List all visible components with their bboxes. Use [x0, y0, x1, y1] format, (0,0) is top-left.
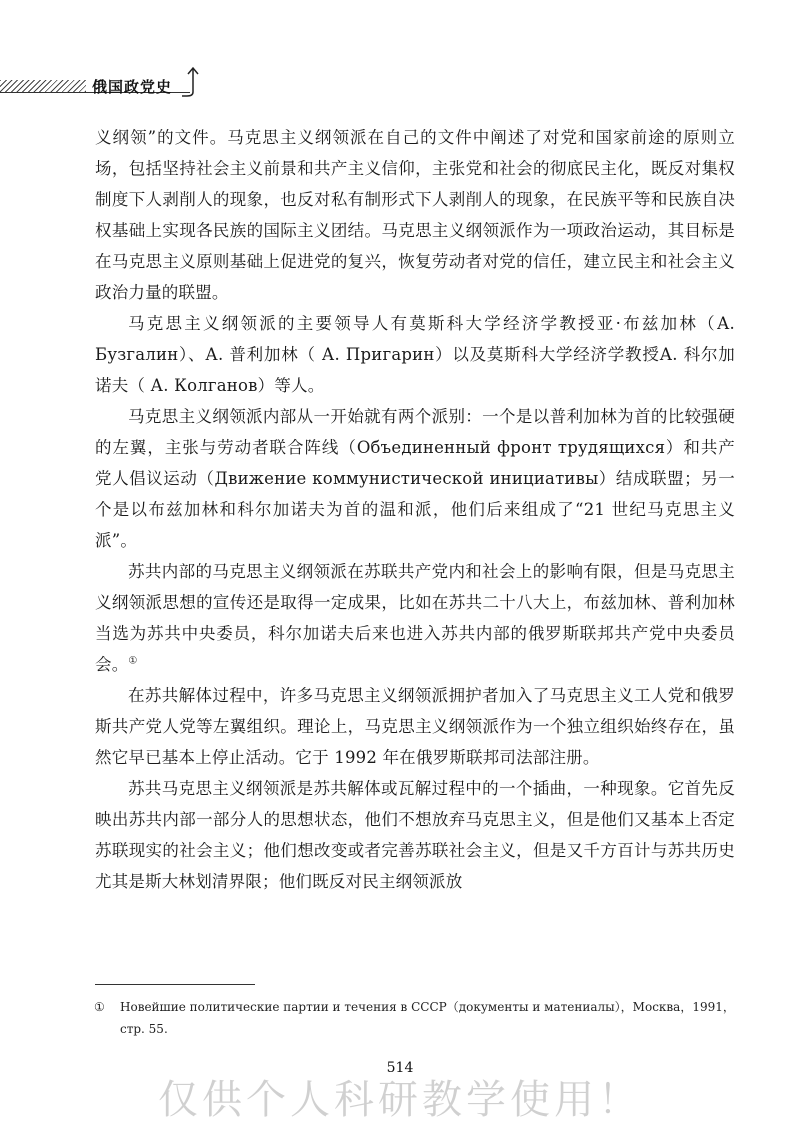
- up-arrow-icon: [182, 66, 204, 98]
- paragraph-1: 义纲领”的文件。马克思主义纲领派在自己的文件中阐述了对党和国家前途的原则立场，包括坚持社会主义前景和共产主义信仰，主张党和社会的彻底民主化，既反对集权制度下人剥削人的现象，也反对私有制形式下人剥削人的现象，在民族平等和民族自决权基础上实现各民族的国际主义团结。马克思主义纲领派作为一项政治运动，其目标是在马克思主义原则基础上促进党的复兴，恢复劳动者对党的信任，建立民主和社会主义政治力量的联盟。: [95, 128, 735, 302]
- book-title: 俄国政党史: [92, 78, 173, 96]
- paragraph-3: 马克思主义纲领派内部从一开始就有两个派别：一个是以普利加林为首的比较强硬的左翼，主张与劳动者联合阵线（Объединенный фронт трудящихся）和共产党人倡议运动（Движение коммунистической инициативы）结成联盟；另一个是以布兹加林和科尔加诺夫为首的温和派，他们后来组成了“21 世纪马克思主义派”。: [95, 407, 735, 550]
- watermark: 仅供个人科研教学使用！: [158, 1077, 642, 1123]
- running-header: [0, 66, 220, 106]
- footnote-divider: [95, 984, 255, 985]
- paragraph-5: 在苏共解体过程中，许多马克思主义纲领派拥护者加入了马克思主义工人党和俄罗斯共产党人党等左翼组织。理论上，马克思主义纲领派作为一个独立组织始终存在，虽然它早已基本上停止活动。它于 1992 年在俄罗斯联邦司法部注册。: [95, 686, 735, 767]
- footnote-reference[interactable]: ①: [128, 655, 138, 667]
- paragraph-4: [95, 556, 735, 680]
- paragraph-4-text: 苏共内部的马克思主义纲领派在苏联共产党内和社会上的影响有限，但是马克思主义纲领派思想的宣传还是取得一定成果，比如在苏共二十八大上，布兹加林、普利加林当选为苏共中央委员，科尔加诺夫后来也进入苏共内部的俄罗斯联邦共产党中央委员会。: [95, 562, 735, 674]
- body-text: [95, 122, 735, 897]
- paragraph-6: 苏共马克思主义纲领派是苏共解体或瓦解过程中的一个插曲，一种现象。它首先反映出苏共内部一部分人的思想状态，他们不想放弃马克思主义，但是他们又基本上否定苏联现实的社会主义；他们想改变或者完善苏联社会主义，但是又千方百计与苏共历史尤其是斯大林划清界限；他们既反对民主纲领派放: [95, 779, 735, 891]
- page-number: 514: [386, 1060, 414, 1076]
- paragraph-2: 马克思主义纲领派的主要领导人有莫斯科大学经济学教授亚·布兹加林（А. Бузгалин）、А. 普利加林（ А. Пригарин）以及莫斯科大学经济学教授А. 科尔加诺夫（ А. Колганов）等人。: [95, 314, 735, 395]
- footnote-text: Новейшие политические партии и течения в СССР（документы и матениалы），Москва，1991，стр. 55.: [120, 1000, 735, 1036]
- footnote-mark: ①: [94, 1000, 105, 1014]
- footnote: [94, 996, 735, 1040]
- header-hatch-decoration: [0, 80, 86, 92]
